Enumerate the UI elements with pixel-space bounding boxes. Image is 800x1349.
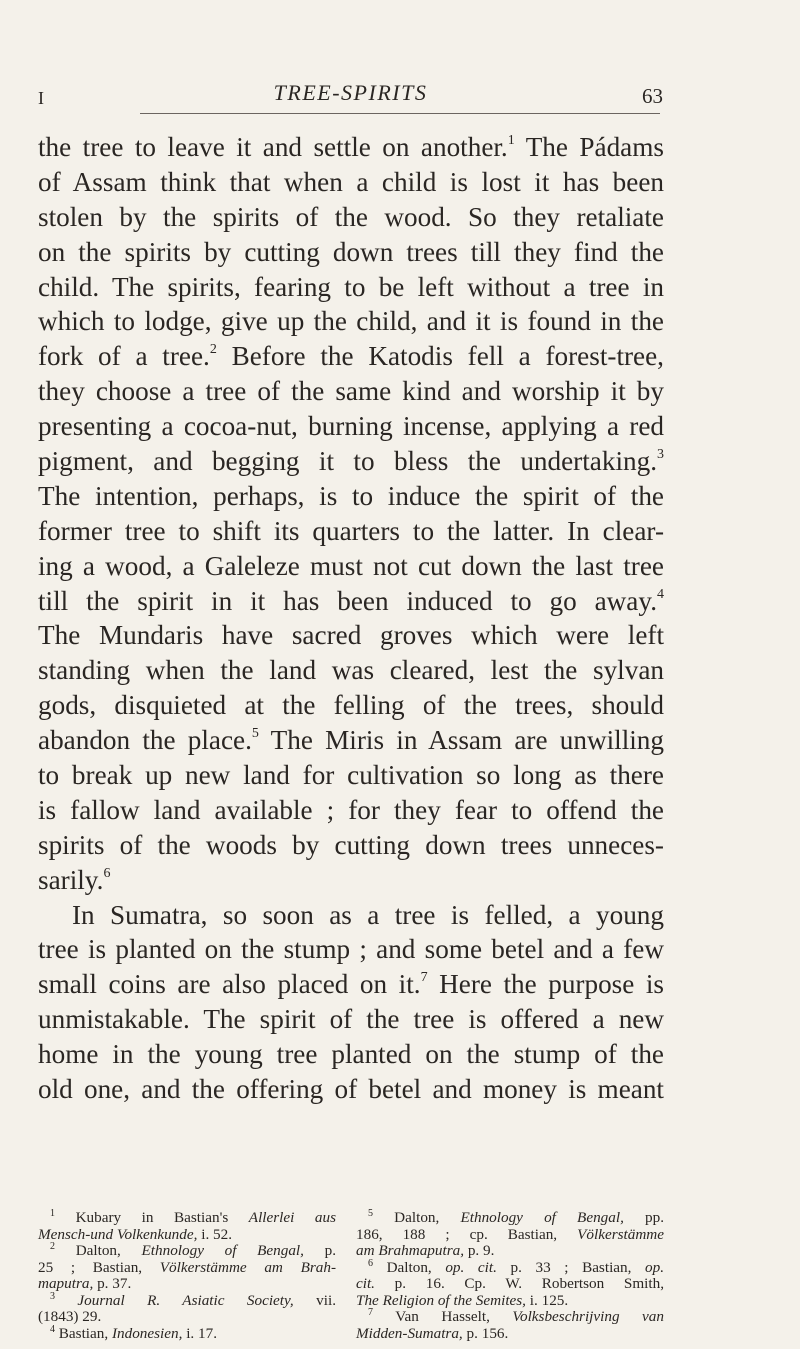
running-header [38, 80, 663, 110]
footnote-1-cont: Mensch-und Volkenkunde, i. 52. [38, 1225, 233, 1243]
footnote-6: $^6$ Dalton, op. cit. p. 33 ; Bastian, op. [368, 1257, 664, 1276]
footnote-5-cont: am Brahmaputra, p. 9. [356, 1242, 495, 1259]
text-line: The Mundaris have sacred groves which were left [38, 620, 664, 651]
footnote-6-cont: cit. p. 16. Cp. W. Robertson Smith, [356, 1275, 664, 1292]
footnote-3-cont: (1843) 29. [38, 1308, 102, 1325]
text-line: home in the young tree planted on the stump of the [38, 1039, 664, 1070]
text-line: of Assam think that when a child is lost it has been [38, 166, 664, 197]
chapter-number: I [38, 88, 44, 108]
footnote-2-cont: 25 ; Bastian, Völkerstämme am Brah- [38, 1258, 336, 1276]
footnote-5-cont: 186, 188 ; cp. Bastian, Völkerstämme [356, 1225, 665, 1243]
footnote-2: $^2$ Dalton, Ethnology of Bengal, p. [50, 1241, 337, 1259]
text-line: In Sumatra, so soon as a tree is felled, a young [72, 899, 664, 930]
footnote-5: $^5$ Dalton, Ethnology of Bengal, pp. [368, 1208, 665, 1226]
text-line: former tree to shift its quarters to the latter. In clear- [38, 515, 664, 546]
text-line: till the spirit in it has been induced to go away.$^4$ [38, 585, 664, 616]
footnote-7: $^7$ Van Hasselt, Volksbeschrijving van [368, 1307, 664, 1325]
text-line: the tree to leave it and settle on another.$^1$ The Pádams [38, 132, 664, 162]
footnote-1: $^1$ Kubary in Bastian's Allerlei aus [50, 1208, 336, 1226]
text-line: tree is planted on the stump ; and some betel and a few [38, 934, 664, 965]
text-line: standing when the land was cleared, lest the sylvan [38, 655, 664, 686]
running-title: TREE-SPIRITS [273, 80, 428, 105]
text-line: pigment, and begging it to bless the undertaking.$^3$ [38, 446, 664, 477]
footnote-6-cont: The Religion of the Semites, i. 125. [356, 1291, 569, 1309]
text-line: to break up new land for cultivation so long as there [38, 760, 664, 791]
footnote-4: $^4$ Bastian, Indonesien, i. 17. [50, 1323, 217, 1342]
text-line: unmistakable. The spirit of the tree is offered a new [38, 1004, 664, 1035]
text-line: spirits of the woods by cutting down trees unneces- [38, 829, 664, 860]
text-line: which to lodge, give up the child, and it is found in the [38, 306, 664, 337]
text-line: The intention, perhaps, is to induce the spirit of the [38, 480, 664, 511]
text-line: ing a wood, a Galeleze must not cut down the last tree [38, 550, 664, 581]
text-line: stolen by the spirits of the wood. So they retaliate [38, 201, 664, 232]
header-rule [140, 113, 660, 114]
text-line: on the spirits by cutting down trees till they find the [38, 236, 664, 267]
footnote-3: $^3$ Journal R. Asiatic Society, vii. [50, 1290, 336, 1309]
text-line: old one, and the offering of betel and money is meant [38, 1074, 664, 1105]
text-line: presenting a cocoa-nut, burning incense, applying a red [38, 411, 664, 442]
text-line: gods, disquieted at the felling of the trees, should [38, 690, 664, 721]
footnotes-right-column [356, 1210, 664, 1342]
text-line: small coins are also placed on it.$^7$ Here the purpose is [38, 969, 665, 1000]
page-number: 63 [642, 84, 663, 108]
main-text [38, 130, 664, 1107]
text-line: sarily.$^6$ [38, 864, 111, 895]
footnote-2-cont: maputra, p. 37. [38, 1275, 132, 1292]
text-line: abandon the place.$^5$ The Miris in Assam are unwilling [38, 725, 664, 756]
footnote-7-cont: Midden-Sumatra, p. 156. [356, 1324, 509, 1342]
footnotes-left-column [38, 1210, 336, 1342]
text-line: fork of a tree.$^2$ Before the Katodis fell a forest-tree, [38, 341, 664, 372]
text-line: they choose a tree of the same kind and worship it by [38, 376, 664, 407]
text-line: child. The spirits, fearing to be left without a tree in [38, 271, 664, 302]
text-line: is fallow land available ; for they fear to offend the [38, 794, 664, 825]
